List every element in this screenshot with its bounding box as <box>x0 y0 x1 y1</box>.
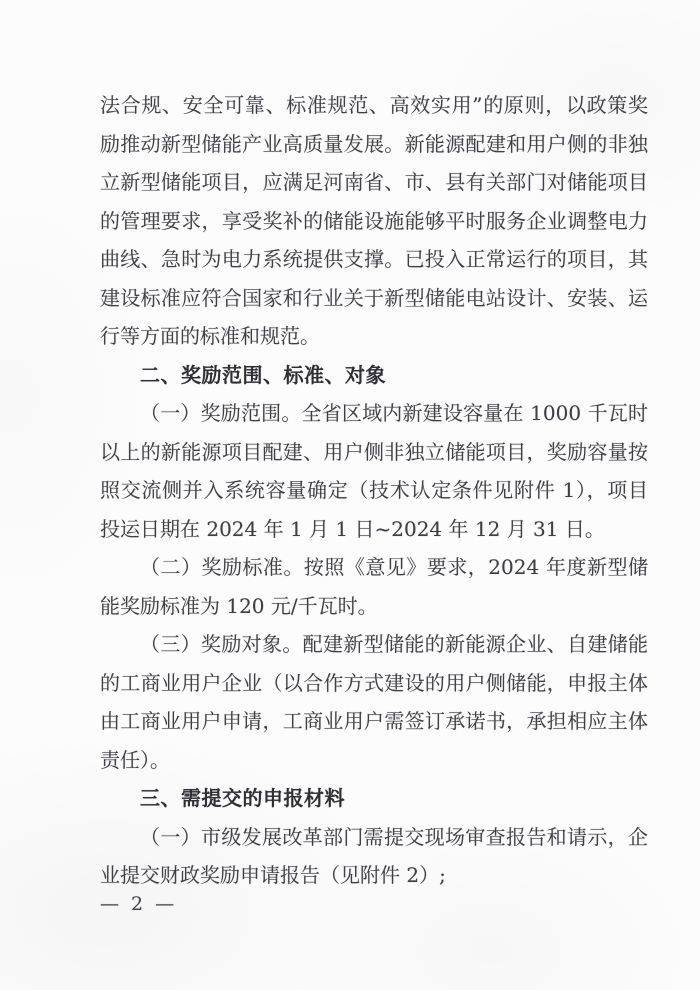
section-heading-2: 二、奖励范围、标准、对象 <box>140 362 386 387</box>
section-heading-3: 三、需提交的申报材料 <box>140 786 345 810</box>
paragraph-application-materials: （一）市级发展改革部门需提交现场审查报告和请示，企业提交财政奖励申请报告（见附件 2）; <box>100 824 648 887</box>
paragraph-reward-target: （三）奖励对象。配建新型储能的新能源企业、自建储能的工商业用户企业（以合作方式建设的用户侧储能，申报主体由工商业用户申请，工商业用户需签订承诺书，承担相应主体责任）。 <box>100 632 648 772</box>
paragraph-continuation: 法合规、安全可靠、标准规范、高效实用”的原则，以政策奖励推动新型储能产业高质量发展。新能源配建和用户侧的非独立新型储能项目，应满足河南省、市、县有关部门对储能项目的管理要求，享受奖补的储能设施能够平时服务企业调整电力曲线、急时为电力系统提供支撑。已投入正常运行的项目，其建设标准应符合国家和行业关于新型储能电站设计、安装、运行等方面的标准和规范。 <box>100 93 648 348</box>
document-body <box>100 86 648 895</box>
page-number: — 2 — <box>100 893 178 915</box>
paragraph-reward-standard: （二）奖励标准。按照《意见》要求，2024 年度新型储能奖励标准为 120 元/千瓦时。 <box>100 555 648 618</box>
paragraph-reward-scope: （一）奖励范围。全省区域内新建设容量在 1000 千瓦时以上的新能源项目配建、用户侧非独立储能项目，奖励容量按照交流侧并入系统容量确定（技术认定条件见附件 1），项目投运日期在 2024 年 1 月 1 日~2024 年 12 月 31 日。 <box>100 401 648 541</box>
